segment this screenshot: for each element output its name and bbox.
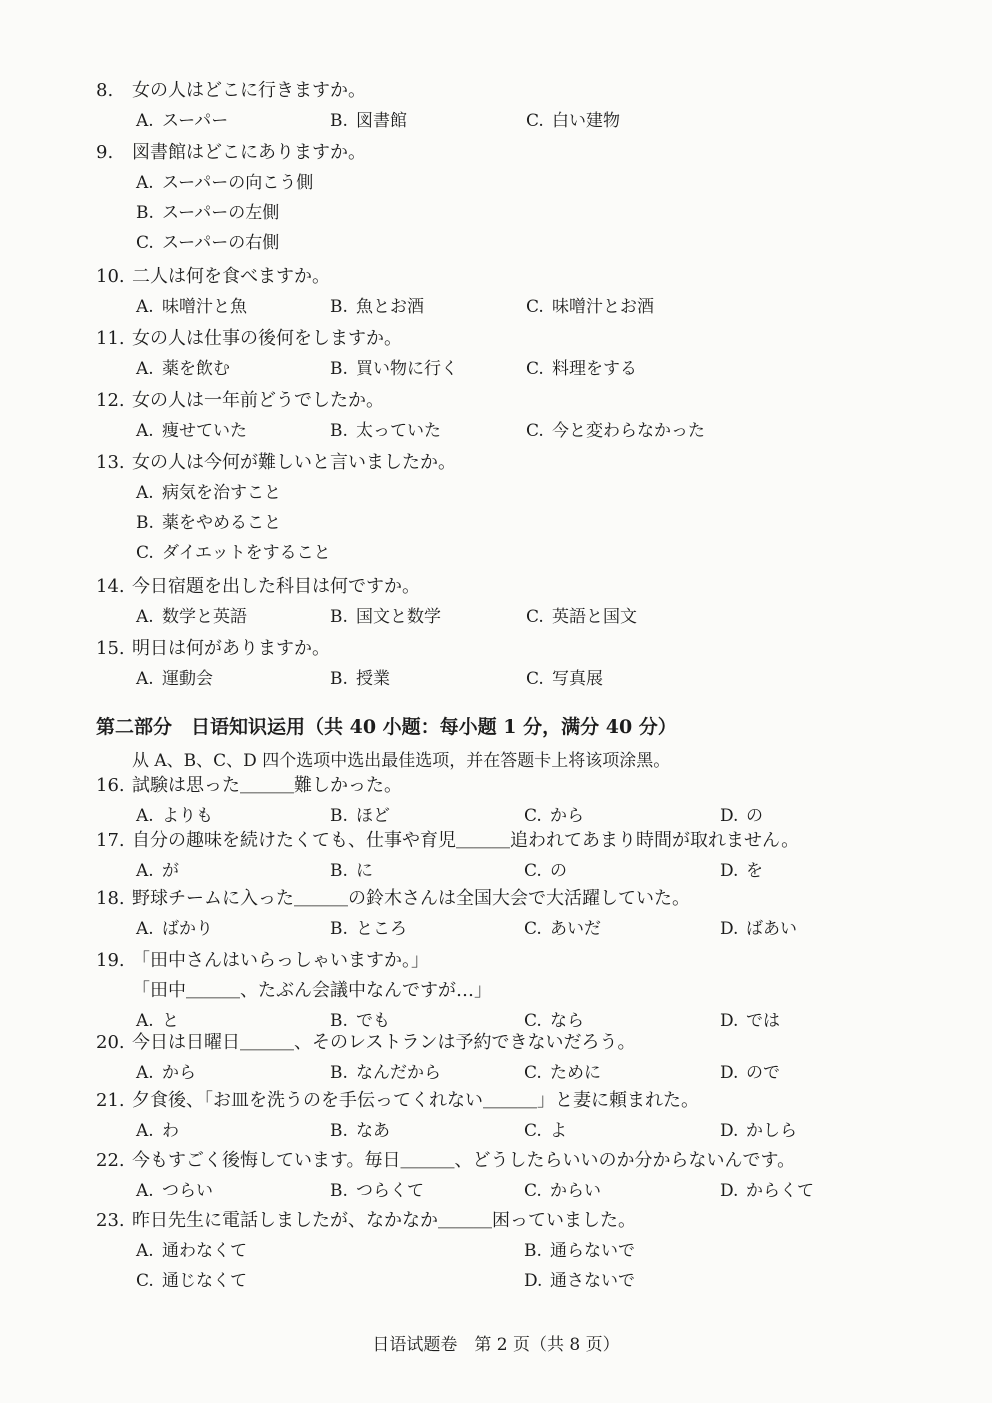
option-label: C.	[524, 861, 542, 881]
answer-option	[524, 918, 601, 940]
question-number: 11.	[96, 328, 125, 349]
option-label: B.	[330, 1011, 348, 1031]
option-text: つらくて	[356, 1181, 424, 1201]
answer-option	[136, 358, 230, 380]
option-text: 今と変わらなかった	[552, 421, 705, 441]
question	[96, 1210, 636, 1232]
answer-option	[330, 606, 441, 628]
answer-option	[720, 918, 797, 940]
option-label: C.	[524, 1181, 542, 1201]
option-text: から	[550, 806, 584, 826]
answer-option	[720, 1062, 780, 1084]
question-number: 21.	[96, 1090, 125, 1111]
question-text: 明日は何がありますか。	[132, 638, 330, 659]
option-text: 白い建物	[552, 111, 620, 131]
option-label: A.	[136, 1181, 154, 1201]
answer-option	[330, 110, 407, 132]
question-number: 12.	[96, 390, 125, 411]
option-label: D.	[720, 1181, 739, 1201]
option-text: スーパーの向こう側	[162, 173, 314, 193]
option-label: A.	[136, 669, 154, 689]
option-text: 太っていた	[356, 421, 441, 441]
question	[96, 830, 799, 852]
question	[96, 1150, 795, 1172]
answer-option	[720, 1010, 780, 1032]
question-number: 22.	[96, 1150, 125, 1171]
question-number: 8.	[96, 80, 114, 101]
option-text: ので	[746, 1063, 780, 1083]
question	[96, 1090, 699, 1112]
answer-option	[720, 805, 763, 827]
section-instruction: 从 A、B、C、D 四个选项中选出最佳选项，并在答题卡上将该项涂黑。	[132, 751, 671, 771]
option-text: 味噌汁と魚	[162, 297, 247, 317]
answer-option	[524, 1270, 635, 1292]
answer-option	[720, 1180, 814, 1202]
answer-option	[720, 1120, 797, 1142]
question-text: 夕食後、「お皿を洗うのを手伝ってくれない＿＿＿」と妻に頼まれた。	[132, 1090, 699, 1111]
option-text: に	[356, 861, 373, 881]
answer-option	[136, 172, 313, 194]
question	[96, 950, 429, 972]
answer-option	[136, 542, 331, 564]
option-text: 痩せていた	[162, 421, 247, 441]
answer-option	[136, 1180, 213, 1202]
question-number: 15.	[96, 638, 125, 659]
option-label: A.	[136, 607, 154, 627]
question-text: 試験は思った＿＿＿難しかった。	[132, 775, 402, 796]
question-text: 女の人はどこに行きますか。	[132, 80, 366, 101]
answer-option	[136, 860, 179, 882]
option-label: B.	[330, 919, 348, 939]
option-text: つらい	[162, 1181, 213, 1201]
question-text: 女の人は仕事の後何をしますか。	[132, 328, 402, 349]
answer-option	[136, 1062, 196, 1084]
option-label: D.	[524, 1271, 543, 1291]
option-label: A.	[136, 1011, 154, 1031]
question-number: 17.	[96, 830, 125, 851]
answer-option	[330, 358, 458, 380]
option-label: B.	[136, 513, 154, 533]
answer-option	[526, 606, 637, 628]
option-label: A.	[136, 1241, 154, 1261]
answer-option	[136, 1120, 179, 1142]
option-text: が	[162, 861, 179, 881]
question-text: 今日宿題を出した科目は何ですか。	[132, 576, 420, 597]
question-text: 昨日先生に電話しましたが、なかなか＿＿＿困っていました。	[132, 1210, 636, 1231]
answer-option	[136, 232, 279, 254]
answer-option	[136, 1270, 247, 1292]
question	[96, 1032, 635, 1054]
option-label: A.	[136, 297, 154, 317]
answer-option	[526, 358, 637, 380]
option-text: 国文と数学	[356, 607, 441, 627]
question-text: 今日は日曜日＿＿＿、そのレストランは予約できないだろう。	[132, 1032, 636, 1053]
answer-option	[526, 110, 620, 132]
answer-option	[524, 860, 567, 882]
question	[96, 576, 420, 598]
option-text: ところ	[356, 919, 407, 939]
answer-option	[524, 1240, 635, 1262]
answer-option	[526, 296, 654, 318]
option-text: 薬をやめること	[162, 513, 281, 533]
question-text: 今もすごく後悔しています。毎日＿＿＿、どうしたらいいのか分からないんです。	[132, 1150, 796, 1171]
option-label: C.	[524, 806, 542, 826]
option-label: B.	[330, 1121, 348, 1141]
question-number: 18.	[96, 888, 125, 909]
answer-option	[136, 1240, 247, 1262]
question-number: 10.	[96, 266, 125, 287]
option-text: 料理をする	[552, 359, 637, 379]
answer-option	[136, 512, 281, 534]
option-label: C.	[524, 1121, 542, 1141]
option-text: なんだから	[356, 1063, 441, 1083]
question-number: 9.	[96, 142, 114, 163]
answer-option	[524, 805, 584, 827]
question-number: 14.	[96, 576, 125, 597]
option-text: 買い物に行く	[356, 359, 458, 379]
option-label: A.	[136, 1121, 154, 1141]
option-text: 通わなくて	[162, 1241, 247, 1261]
answer-option	[136, 918, 213, 940]
option-label: B.	[330, 297, 348, 317]
option-label: B.	[524, 1241, 542, 1261]
option-text: 英語と国文	[552, 607, 637, 627]
question	[96, 452, 456, 474]
option-label: A.	[136, 806, 154, 826]
option-text: 通さないで	[550, 1271, 635, 1291]
option-text: よ	[550, 1121, 567, 1141]
option-label: B.	[330, 1181, 348, 1201]
question-text: 女の人は今何が難しいと言いましたか。	[132, 452, 456, 473]
option-label: B.	[330, 806, 348, 826]
option-text: スーパーの右側	[162, 233, 280, 253]
option-text: 授業	[356, 669, 390, 689]
answer-option	[330, 860, 373, 882]
option-label: C.	[524, 1011, 542, 1031]
option-label: B.	[330, 359, 348, 379]
answer-option	[136, 110, 228, 132]
option-text: から	[162, 1063, 196, 1083]
question	[96, 80, 366, 102]
option-label: D.	[720, 861, 739, 881]
option-label: A.	[136, 483, 154, 503]
option-label: C.	[526, 421, 544, 441]
section-title: 第二部分 日语知识运用（共 40 小题：每小题 1 分，满分 40 分）	[96, 716, 677, 738]
option-label: B.	[330, 607, 348, 627]
question-number: 20.	[96, 1032, 125, 1053]
option-text: 数学と英語	[162, 607, 247, 627]
option-label: C.	[526, 297, 544, 317]
option-text: かしら	[746, 1121, 797, 1141]
answer-option	[524, 1120, 567, 1142]
question-text: 図書館はどこにありますか。	[132, 142, 366, 163]
answer-option	[330, 296, 424, 318]
answer-option	[524, 1062, 601, 1084]
question-text: 二人は何を食べますか。	[132, 266, 330, 287]
page-footer: 日语试题卷 第 2 页（共 8 页）	[372, 1335, 620, 1355]
answer-option	[330, 668, 390, 690]
option-text: 写真展	[552, 669, 603, 689]
option-label: A.	[136, 421, 154, 441]
option-label: B.	[136, 203, 154, 223]
question	[96, 888, 690, 910]
question	[96, 266, 330, 288]
option-text: 味噌汁とお酒	[552, 297, 654, 317]
option-label: D.	[720, 1011, 739, 1031]
option-label: C.	[526, 359, 544, 379]
answer-option	[526, 420, 705, 442]
question	[96, 328, 402, 350]
option-label: A.	[136, 861, 154, 881]
option-label: C.	[136, 543, 154, 563]
option-text: と	[162, 1011, 179, 1031]
option-label: B.	[330, 421, 348, 441]
option-label: B.	[330, 669, 348, 689]
option-label: C.	[526, 111, 544, 131]
answer-option	[136, 805, 213, 827]
question	[96, 775, 402, 797]
answer-option	[136, 606, 247, 628]
answer-option	[524, 1180, 601, 1202]
option-text: 通らないで	[550, 1241, 635, 1261]
option-text: からくて	[746, 1181, 814, 1201]
question-number: 23.	[96, 1210, 125, 1231]
answer-option	[330, 1120, 390, 1142]
answer-option	[524, 1010, 584, 1032]
option-text: スーパー	[162, 111, 229, 131]
question-text: 野球チームに入った＿＿＿の鈴木さんは全国大会で大活躍していた。	[132, 888, 690, 909]
question	[96, 390, 384, 412]
option-text: 図書館	[356, 111, 407, 131]
answer-option	[136, 482, 281, 504]
option-text: ダイエットをすること	[162, 543, 331, 563]
answer-option	[330, 805, 390, 827]
option-text: からい	[550, 1181, 601, 1201]
option-label: B.	[330, 861, 348, 881]
option-label: C.	[526, 669, 544, 689]
answer-option	[136, 202, 279, 224]
option-text: でも	[356, 1011, 390, 1031]
answer-option	[720, 860, 763, 882]
question-text: 女の人は一年前どうでしたか。	[132, 390, 384, 411]
option-label: A.	[136, 359, 154, 379]
question-text: 「田中さんはいらっしゃいますか。」	[132, 950, 429, 971]
option-label: C.	[136, 1271, 154, 1291]
option-text: なあ	[356, 1121, 390, 1141]
option-text: ばあい	[746, 919, 797, 939]
question	[96, 638, 330, 660]
option-label: A.	[136, 1063, 154, 1083]
question	[96, 142, 366, 164]
option-text: 病気を治すこと	[162, 483, 281, 503]
answer-option	[136, 668, 213, 690]
question-number: 19.	[96, 950, 125, 971]
option-label: A.	[136, 111, 154, 131]
answer-option	[136, 420, 247, 442]
answer-option	[136, 296, 247, 318]
option-text: ほど	[356, 806, 390, 826]
option-text: の	[550, 861, 567, 881]
option-label: D.	[720, 1063, 739, 1083]
question-text-line2: 「田中＿＿＿、たぶん会議中なんですが…」	[132, 980, 492, 1001]
option-label: A.	[136, 919, 154, 939]
answer-option	[330, 1010, 390, 1032]
answer-option	[330, 1062, 441, 1084]
question-text: 自分の趣味を続けたくても、仕事や育児＿＿＿追われてあまり時間が取れません。	[132, 830, 800, 851]
option-label: B.	[330, 111, 348, 131]
option-label: C.	[524, 1063, 542, 1083]
option-text: 魚とお酒	[356, 297, 424, 317]
option-text: ばかり	[162, 919, 213, 939]
option-text: を	[746, 861, 763, 881]
option-label: B.	[330, 1063, 348, 1083]
option-text: なら	[550, 1011, 584, 1031]
answer-option	[330, 420, 441, 442]
option-text: よりも	[162, 806, 213, 826]
option-label: D.	[720, 1121, 739, 1141]
option-label: C.	[526, 607, 544, 627]
option-text: 運動会	[162, 669, 213, 689]
option-text: の	[746, 806, 763, 826]
option-text: では	[746, 1011, 780, 1031]
option-text: 薬を飲む	[162, 359, 230, 379]
option-label: D.	[720, 806, 739, 826]
answer-option	[136, 1010, 179, 1032]
option-text: ために	[550, 1063, 601, 1083]
option-text: 通じなくて	[162, 1271, 247, 1291]
answer-option	[526, 668, 603, 690]
option-text: スーパーの左側	[162, 203, 280, 223]
option-label: D.	[720, 919, 739, 939]
option-text: あいだ	[550, 919, 601, 939]
option-label: A.	[136, 173, 154, 193]
option-text: わ	[162, 1121, 179, 1141]
answer-option	[330, 1180, 424, 1202]
question-number: 16.	[96, 775, 125, 796]
question-number: 13.	[96, 452, 125, 473]
option-label: C.	[524, 919, 542, 939]
option-label: C.	[136, 233, 154, 253]
answer-option	[330, 918, 407, 940]
